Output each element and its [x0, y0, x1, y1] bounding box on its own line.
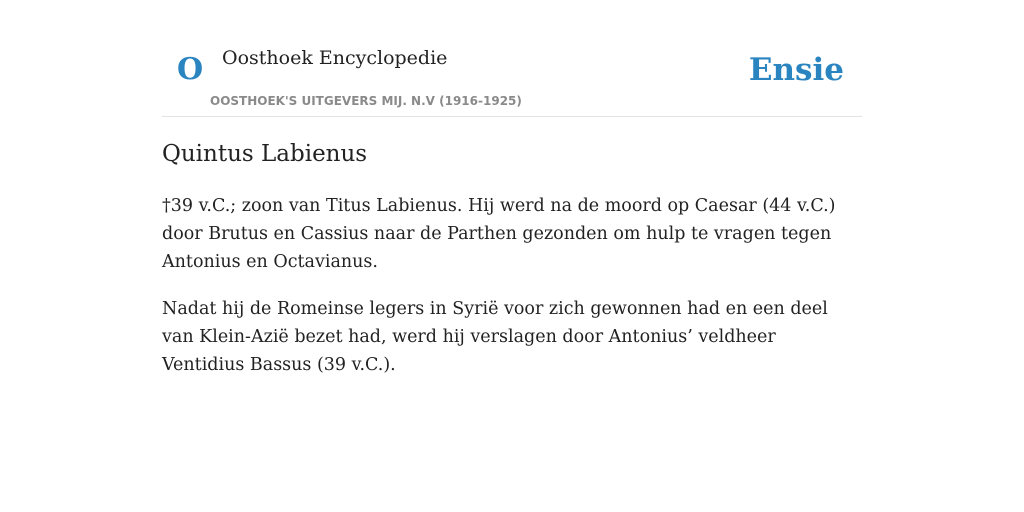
article: [162, 138, 862, 379]
source-title-link[interactable]: Oosthoek Encyclopedie: [222, 47, 448, 69]
article-paragraph: Nadat hij de Romeinse legers in Syrië voor zich gewonnen had en een deel van Klein-Azië bezet had, werd hij verslagen door Antonius’ veldheer Ventidius Bassus (39 v.C.).: [162, 299, 828, 375]
source-logo-icon: O: [177, 52, 204, 87]
source-header: [162, 0, 862, 117]
article-paragraph: †39 v.C.; zoon van Titus Labienus. Hij werd na de moord op Caesar (44 v.C.) door Brutus en Cassius naar de Parthen gezonden om hulp te vragen tegen Antonius en Octavianus.: [162, 196, 836, 272]
source-subtitle: OOSTHOEK'S UITGEVERS MIJ. N.V (1916-1925): [210, 94, 522, 108]
article-title: Quintus Labienus: [162, 141, 368, 167]
ensie-logo-link[interactable]: Ensie: [748, 52, 844, 88]
